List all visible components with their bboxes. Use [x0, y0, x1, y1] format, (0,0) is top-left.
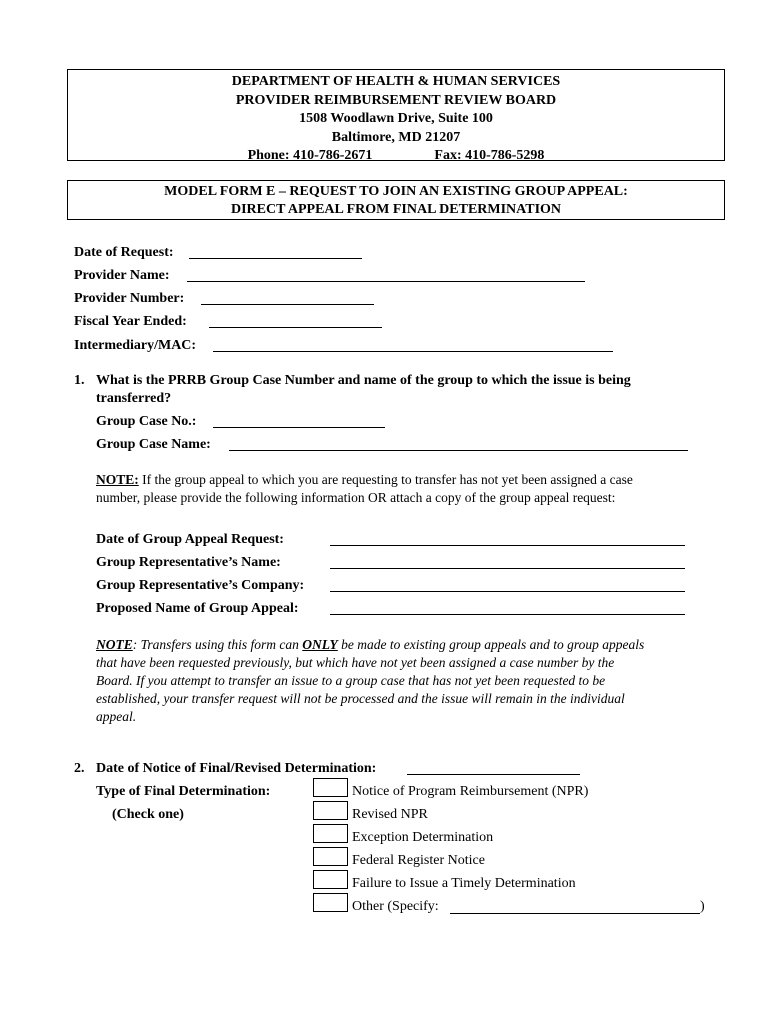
- note2-text-b: be made to existing group appeals and to group appeals: [337, 637, 645, 652]
- form-title-box: [67, 180, 725, 220]
- revised-npr-checkbox[interactable]: [313, 801, 348, 820]
- group-rep-company-field[interactable]: [330, 591, 685, 592]
- q1-question-line2: transferred?: [96, 391, 172, 406]
- group-rep-name-label: Group Representative’s Name:: [96, 555, 281, 570]
- address-city: Baltimore, MD 21207: [331, 129, 461, 145]
- date-of-request-label: Date of Request:: [74, 245, 174, 260]
- note2-line2: that have been requested previously, but which have not yet been assigned a case number by the: [96, 655, 615, 670]
- phone-number: Phone: 410-786-2671: [247, 148, 373, 163]
- address-street: 1508 Woodlawn Drive, Suite 100: [299, 111, 493, 126]
- group-rep-name-field[interactable]: [330, 568, 685, 569]
- date-group-appeal-field[interactable]: [330, 545, 685, 546]
- board-name: PROVIDER REIMBURSEMENT REVIEW BOARD: [235, 92, 557, 108]
- provider-name-field[interactable]: [187, 281, 585, 282]
- proposed-name-field[interactable]: [330, 614, 685, 615]
- revised-npr-option-label: Revised NPR: [352, 807, 428, 822]
- note2-label: NOTE: [96, 637, 133, 652]
- date-group-appeal-label: Date of Group Appeal Request:: [96, 532, 284, 547]
- type-determination-label: Type of Final Determination:: [96, 784, 271, 799]
- note2-line1: [96, 636, 644, 654]
- other-close-paren: ): [700, 899, 705, 914]
- note1-line2: number, please provide the following information OR attach a copy of the group appeal request:: [96, 490, 616, 505]
- other-option-label: Other (Specify:: [352, 899, 439, 914]
- exception-determination-option-label: Exception Determination: [352, 830, 494, 845]
- note2-line3: Board. If you attempt to transfer an issue to a group case that has not yet been requested to be: [96, 673, 606, 688]
- group-rep-company-label: Group Representative’s Company:: [96, 578, 305, 593]
- note1-line1: [96, 471, 633, 489]
- provider-number-label: Provider Number:: [74, 291, 185, 306]
- contact-line: [68, 147, 724, 166]
- fiscal-year-ended-label: Fiscal Year Ended:: [74, 314, 187, 329]
- form-title-line2: DIRECT APPEAL FROM FINAL DETERMINATION: [230, 202, 562, 217]
- check-one-label: (Check one): [112, 807, 184, 822]
- group-case-name-label: Group Case Name:: [96, 437, 211, 452]
- failure-timely-option-label: Failure to Issue a Timely Determination: [352, 876, 576, 891]
- federal-register-option-label: Federal Register Notice: [352, 853, 485, 868]
- group-case-no-label: Group Case No.:: [96, 414, 197, 429]
- agency-header-box: [67, 69, 725, 161]
- other-checkbox[interactable]: [313, 893, 348, 912]
- fiscal-year-ended-field[interactable]: [209, 327, 382, 328]
- q2-number: 2.: [74, 761, 85, 776]
- date-notice-label: Date of Notice of Final/Revised Determination:: [96, 761, 377, 776]
- provider-number-field[interactable]: [201, 304, 374, 305]
- group-case-no-field[interactable]: [213, 427, 385, 428]
- proposed-name-label: Proposed Name of Group Appeal:: [96, 601, 299, 616]
- note2-text-a: : Transfers using this form can: [132, 637, 303, 652]
- note1-text1: If the group appeal to which you are requesting to transfer has not yet been assigned a case: [138, 472, 633, 487]
- failure-timely-checkbox[interactable]: [313, 870, 348, 889]
- npr-checkbox[interactable]: [313, 778, 348, 797]
- federal-register-checkbox[interactable]: [313, 847, 348, 866]
- form-title-line1: MODEL FORM E – REQUEST TO JOIN AN EXISTING GROUP APPEAL:: [164, 184, 628, 199]
- intermediary-label: Intermediary/MAC:: [74, 338, 197, 353]
- note2-line4: established, your transfer request will not be processed and the issue will remain in the individual: [96, 691, 625, 706]
- exception-determination-checkbox[interactable]: [313, 824, 348, 843]
- agency-name: DEPARTMENT OF HEALTH & HUMAN SERVICES: [231, 74, 561, 89]
- note2-line5: appeal.: [96, 709, 137, 724]
- group-case-name-field[interactable]: [229, 450, 688, 451]
- q1-question-line1: What is the PRRB Group Case Number and name of the group to which the issue is being: [96, 373, 631, 388]
- date-of-request-field[interactable]: [189, 258, 362, 259]
- date-notice-field[interactable]: [407, 774, 580, 775]
- npr-option-label: Notice of Program Reimbursement (NPR): [352, 784, 589, 799]
- fax-number: Fax: 410-786-5298: [434, 148, 545, 163]
- other-specify-field[interactable]: [450, 913, 700, 914]
- q1-number: 1.: [74, 373, 85, 388]
- note2-only: ONLY: [302, 637, 338, 652]
- intermediary-field[interactable]: [213, 351, 613, 352]
- provider-name-label: Provider Name:: [74, 268, 170, 283]
- note1-label: NOTE:: [96, 472, 139, 487]
